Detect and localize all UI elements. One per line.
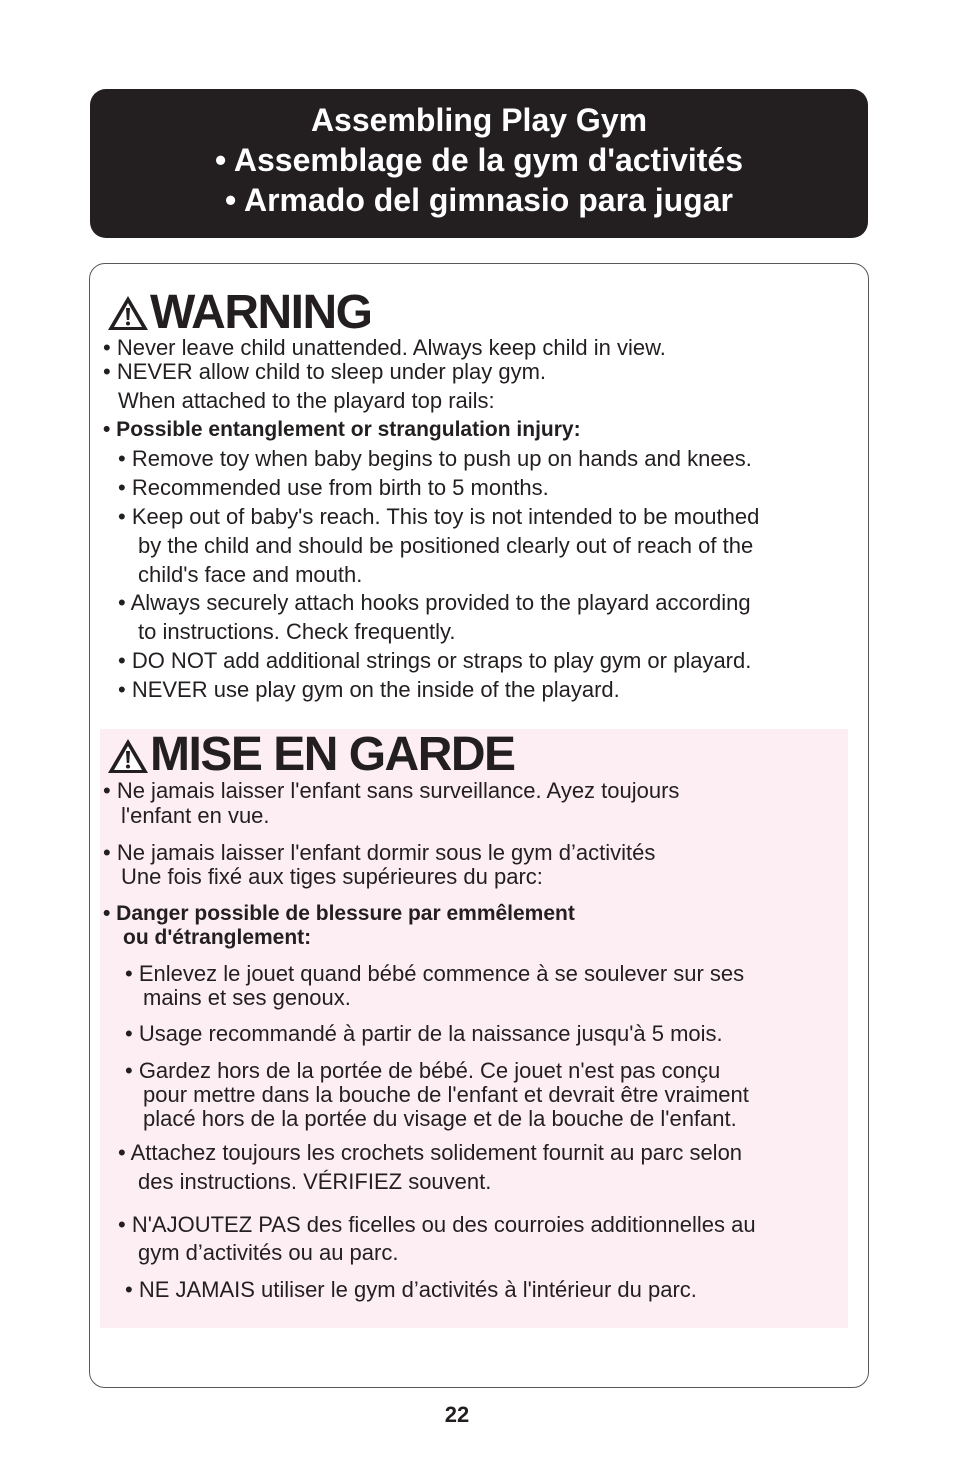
- warning-line: to instructions. Check frequently.: [138, 619, 456, 644]
- mise-en-garde-line: des instructions. VÉRIFIEZ souvent.: [138, 1169, 492, 1194]
- mise-en-garde-line: • Usage recommandé à partir de la naissance jusqu'à 5 mois.: [125, 1021, 723, 1046]
- warning-line: • Keep out of baby's reach. This toy is not intended to be mouthed: [118, 504, 760, 529]
- page-number: 22: [444, 1402, 470, 1427]
- section-header: [90, 89, 868, 238]
- warning-line: • NEVER allow child to sleep under play gym.: [103, 359, 547, 384]
- warning-triangle-icon: [107, 738, 149, 774]
- warning-line: by the child and should be positioned clearly out of reach of the: [138, 533, 754, 558]
- mise-en-garde-line: gym d’activités ou au parc.: [138, 1240, 399, 1265]
- mise-en-garde-line: • Attachez toujours les crochets solidement fournit au parc selon: [118, 1140, 743, 1165]
- header-title-french: • Assemblage de la gym d'activités: [214, 142, 744, 178]
- warning-triangle-icon: [107, 295, 149, 331]
- mise-en-garde-subheading: ou d'étranglement:: [123, 926, 312, 949]
- header-title-spanish: • Armado del gimnasio para jugar: [225, 182, 733, 218]
- mise-en-garde-line: mains et ses genoux.: [143, 985, 351, 1010]
- warning-line: • DO NOT add additional strings or straps to play gym or playard.: [118, 648, 752, 673]
- mise-en-garde-line: l'enfant en vue.: [121, 803, 270, 828]
- mise-en-garde-title: MISE EN GARDE: [150, 728, 515, 781]
- mise-en-garde-line: placé hors de la portée du visage et de la bouche de l'enfant.: [143, 1106, 737, 1131]
- mise-en-garde-line: • Ne jamais laisser l'enfant sans surveillance. Ayez toujours: [103, 778, 680, 803]
- warning-line: • Always securely attach hooks provided to the playard according: [118, 590, 751, 615]
- mise-en-garde-line: pour mettre dans la bouche de l'enfant et devrait être vraiment: [143, 1082, 749, 1107]
- warning-line: • Remove toy when baby begins to push up on hands and knees.: [118, 446, 752, 471]
- warning-line: When attached to the playard top rails:: [118, 388, 495, 413]
- mise-en-garde-line: • NE JAMAIS utiliser le gym d’activités à l'intérieur du parc.: [125, 1277, 697, 1302]
- warning-title: WARNING: [150, 286, 372, 339]
- warning-subheading: • Possible entanglement or strangulation injury:: [103, 418, 581, 441]
- mise-en-garde-subheading: • Danger possible de blessure par emmêlement: [103, 902, 575, 925]
- header-title-english: Assembling Play Gym: [310, 102, 648, 138]
- mise-en-garde-line: • Gardez hors de la portée de bébé. Ce jouet n'est pas conçu: [125, 1058, 721, 1083]
- warning-line: child's face and mouth.: [138, 562, 363, 587]
- section-header-lines: [90, 100, 868, 220]
- mise-en-garde-line: • Ne jamais laisser l'enfant dormir sous le gym d’activités: [103, 840, 656, 865]
- warning-line: • NEVER use play gym on the inside of the playard.: [118, 677, 620, 702]
- mise-en-garde-line: Une fois fixé aux tiges supérieures du parc:: [121, 864, 543, 889]
- mise-en-garde-line: • Enlevez le jouet quand bébé commence à se soulever sur ses: [125, 961, 745, 986]
- warning-line: • Never leave child unattended. Always keep child in view.: [103, 335, 666, 360]
- warning-line: • Recommended use from birth to 5 months.: [118, 475, 549, 500]
- mise-en-garde-line: • N'AJOUTEZ PAS des ficelles ou des courroies additionnelles au: [118, 1212, 756, 1237]
